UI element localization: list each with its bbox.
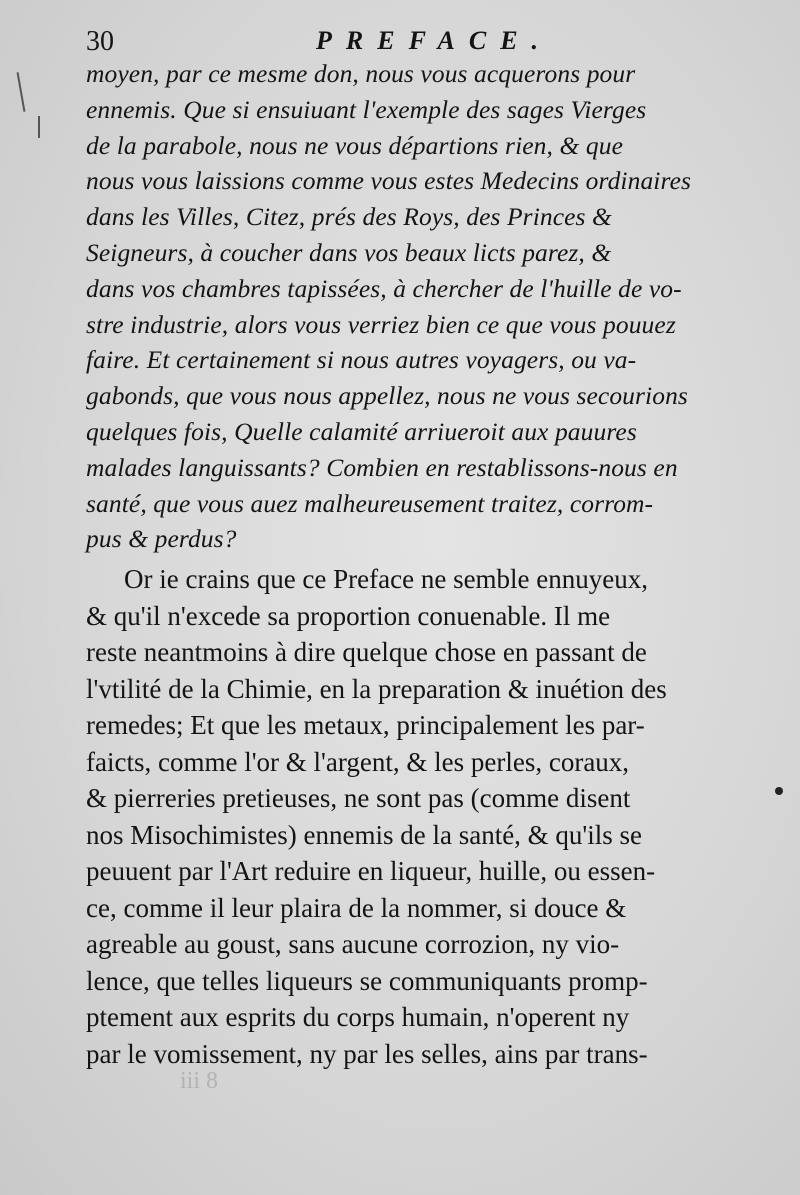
text-line: remedes; Et que les metaux, principalement les par- bbox=[86, 710, 645, 740]
margin-mark bbox=[17, 72, 26, 112]
text-line: santé, que vous auez malheureusement traitez, corrom- bbox=[86, 488, 654, 518]
running-head: PREFACE. bbox=[316, 26, 553, 55]
text-line: stre industrie, alors vous verriez bien ce que vous pouuez bbox=[86, 309, 676, 339]
text-line: agreable au goust, sans aucune corrozion, ny vio- bbox=[86, 929, 620, 959]
text-line: reste neantmoins à dire quelque chose en passant de bbox=[86, 637, 647, 667]
text-line: ce, comme il leur plaira de la nommer, si douce & bbox=[86, 892, 627, 923]
text-line: faire. Et certainement si nous autres voyagers, ou va- bbox=[86, 345, 637, 375]
roman-paragraph bbox=[86, 561, 716, 1072]
page-number: 30 bbox=[86, 26, 114, 57]
margin-mark bbox=[38, 116, 40, 138]
text-line: gabonds, que vous nous appellez, nous ne vous secourions bbox=[86, 381, 688, 411]
text-line: Or ie crains que ce Preface ne semble ennuyeux, bbox=[124, 564, 649, 594]
text-line: de la parabole, nous ne vous départions rien, & que bbox=[86, 130, 624, 160]
text-line: dans les Villes, Citez, prés des Roys, des Princes & bbox=[86, 202, 612, 232]
text-line: lence, que telles liqueurs se communiquants promp- bbox=[86, 965, 648, 996]
bleed-through-text: iii 8 bbox=[180, 1068, 219, 1094]
text-line: quelques fois, Quelle calamité arriueroit aux pauures bbox=[86, 416, 637, 446]
text-line: l'vtilité de la Chimie, en la preparation & inuétion des bbox=[86, 673, 667, 704]
text-line: par le vomissement, ny par les selles, ains par trans- bbox=[86, 1038, 648, 1069]
text-line: & qu'il n'excede sa proportion conuenable. Il me bbox=[86, 600, 611, 631]
text-line: ptement aux esprits du corps humain, n'operent ny bbox=[86, 1002, 630, 1032]
italic-paragraph bbox=[86, 56, 716, 557]
text-line: moyen, par ce mesme don, nous vous acquerons pour bbox=[86, 59, 636, 88]
text-line: ennemis. Que si ensuiuant l'exemple des sages Vierges bbox=[86, 94, 647, 124]
text-line: faicts, comme l'or & l'argent, & les perles, coraux, bbox=[86, 746, 630, 777]
margin-spot bbox=[775, 787, 783, 795]
text-line: nos Misochimistes) ennemis de la santé, & qu'ils se bbox=[86, 819, 643, 850]
text-line: nous vous laissions comme vous estes Medecins ordinaires bbox=[86, 166, 692, 196]
text-line: & pierreries pretieuses, ne sont pas (comme disent bbox=[86, 783, 631, 813]
text-line: pus & perdus? bbox=[86, 524, 237, 554]
text-line: dans vos chambres tapissées, à chercher de l'huille de vo- bbox=[86, 273, 682, 303]
text-line: malades languissants? Combien en restablissons-nous en bbox=[86, 452, 678, 482]
text-line: Seigneurs, à coucher dans vos beaux licts parez, & bbox=[86, 237, 612, 267]
text-line: peuuent par l'Art reduire en liqueur, huille, ou essen- bbox=[86, 856, 656, 886]
